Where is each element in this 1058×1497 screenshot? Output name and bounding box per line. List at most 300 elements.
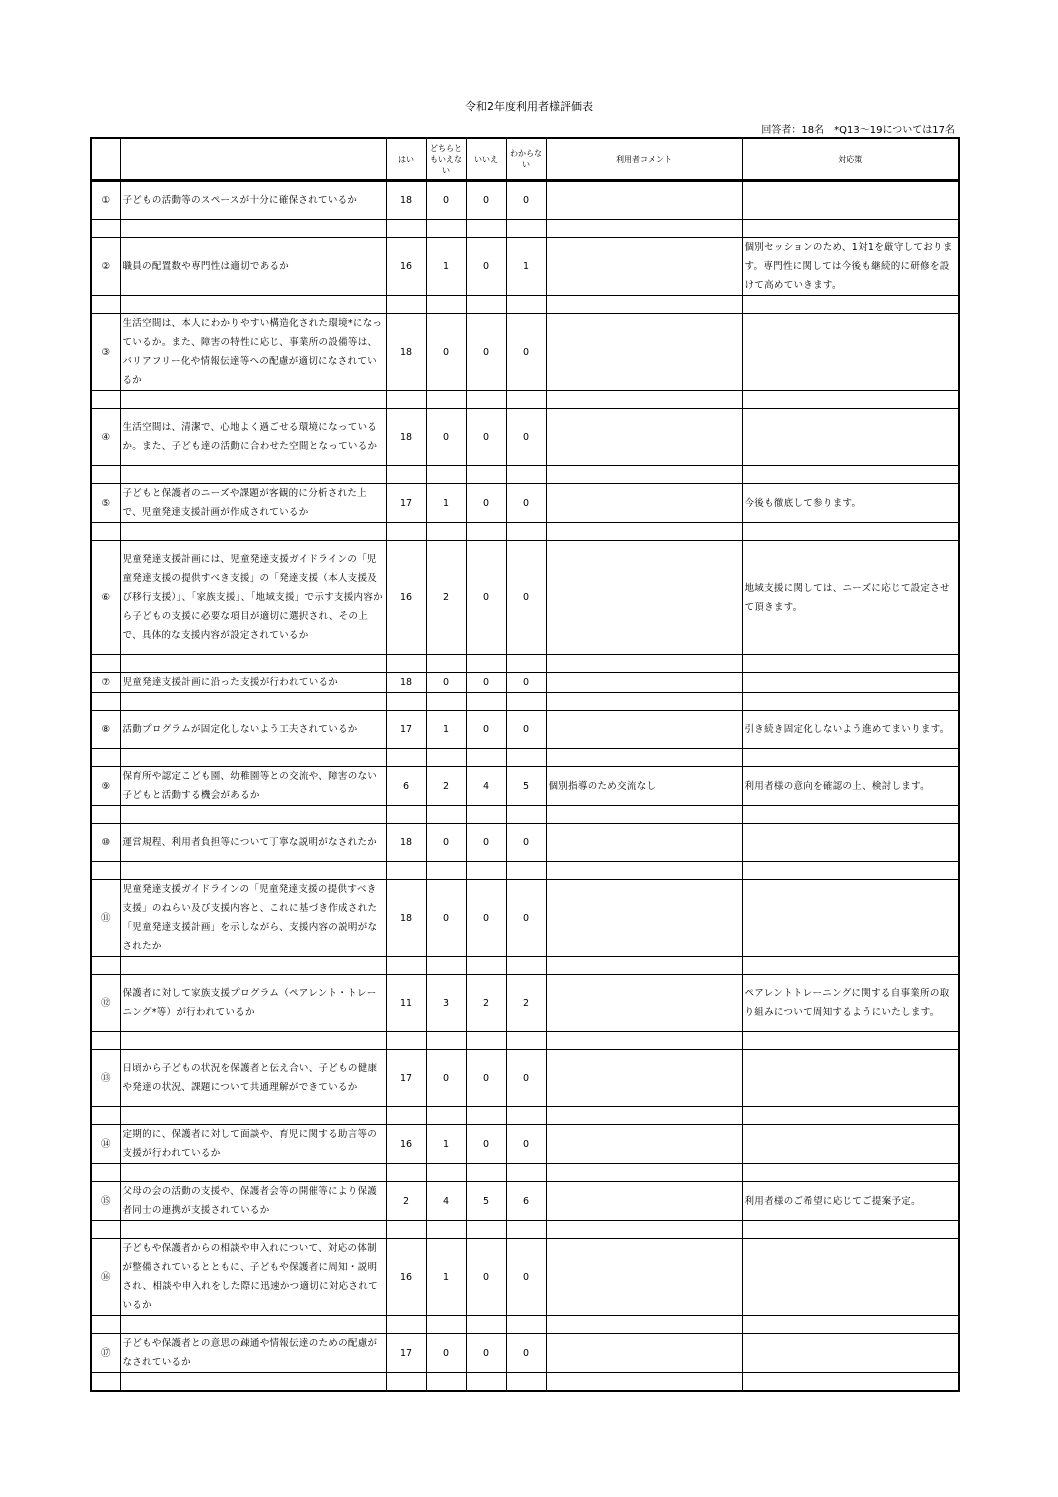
count-no: 0 <box>466 711 506 749</box>
spacer-cell <box>386 1221 426 1239</box>
spacer-cell <box>742 749 959 767</box>
spacer-cell <box>546 391 742 409</box>
spacer-cell <box>120 1164 386 1182</box>
count-yes: 16 <box>386 238 426 296</box>
spacer-cell <box>386 1032 426 1050</box>
count-neither: 1 <box>426 484 466 523</box>
count-neither: 0 <box>426 1050 466 1107</box>
count-yes: 16 <box>386 541 426 655</box>
user-comment <box>546 673 742 693</box>
spacer-cell <box>91 862 120 880</box>
question-text: 生活空間は、清潔で、心地よく過ごせる環境になっているか。また、子ども達の活動に合わせた空間となっているか <box>120 409 386 466</box>
spacer-row <box>91 1032 959 1050</box>
spacer-cell <box>742 1107 959 1125</box>
spacer-cell <box>546 296 742 314</box>
question-text: 活動プログラムが固定化しないよう工夫されているか <box>120 711 386 749</box>
spacer-cell <box>742 1221 959 1239</box>
response-measure <box>742 314 959 391</box>
spacer-cell <box>506 1373 546 1392</box>
table-row <box>91 711 959 749</box>
response-measure: 利用者様の意向を確認の上、検討します。 <box>742 767 959 806</box>
spacer-cell <box>426 220 466 238</box>
table-row <box>91 1182 959 1221</box>
spacer-row <box>91 1373 959 1392</box>
spacer-cell <box>120 1221 386 1239</box>
table-row <box>91 767 959 806</box>
spacer-cell <box>466 220 506 238</box>
spacer-cell <box>546 466 742 484</box>
response-measure: 地域支援に関しては、ニーズに応じて設定させて頂きます。 <box>742 541 959 655</box>
count-no: 0 <box>466 484 506 523</box>
spacer-cell <box>506 1032 546 1050</box>
spacer-cell <box>386 220 426 238</box>
spacer-row <box>91 296 959 314</box>
table-row <box>91 409 959 466</box>
response-measure <box>742 1334 959 1373</box>
spacer-cell <box>386 1316 426 1334</box>
spacer-cell <box>546 806 742 824</box>
count-neither: 1 <box>426 238 466 296</box>
table-row <box>91 1125 959 1164</box>
count-neither: 0 <box>426 409 466 466</box>
spacer-cell <box>546 1107 742 1125</box>
count-yes: 18 <box>386 824 426 862</box>
count-unknown: 0 <box>506 1239 546 1316</box>
user-comment <box>546 1334 742 1373</box>
row-number: ⑮ <box>91 1182 120 1221</box>
spacer-cell <box>506 655 546 673</box>
spacer-cell <box>386 466 426 484</box>
spacer-cell <box>120 655 386 673</box>
count-unknown: 0 <box>506 1125 546 1164</box>
header-row <box>91 138 959 181</box>
spacer-cell <box>426 957 466 975</box>
spacer-cell <box>91 220 120 238</box>
user-comment <box>546 181 742 220</box>
respondent-count: 回答者：18名 *Q13～19については17名 <box>761 125 955 136</box>
row-number: ⑦ <box>91 673 120 693</box>
spacer-cell <box>386 862 426 880</box>
spacer-cell <box>506 391 546 409</box>
spacer-cell <box>546 1032 742 1050</box>
question-text: 定期的に、保護者に対して面談や、育児に関する助言等の支援が行われているか <box>120 1125 386 1164</box>
spacer-cell <box>546 862 742 880</box>
question-text: 児童発達支援計画に沿った支援が行われているか <box>120 673 386 693</box>
table-row <box>91 880 959 957</box>
spacer-cell <box>742 806 959 824</box>
spacer-cell <box>91 957 120 975</box>
row-number: ⑫ <box>91 975 120 1032</box>
row-number: ⑤ <box>91 484 120 523</box>
spacer-cell <box>426 693 466 711</box>
spacer-cell <box>91 466 120 484</box>
question-text: 児童発達支援ガイドラインの「児童発達支援の提供すべき支援」のねらい及び支援内容と、これに基づき作成された「児童発達支援計画」を示しながら、支援内容の説明がなされたか <box>120 880 386 957</box>
count-no: 0 <box>466 541 506 655</box>
spacer-cell <box>386 749 426 767</box>
spacer-cell <box>466 749 506 767</box>
spacer-cell <box>386 957 426 975</box>
response-measure <box>742 824 959 862</box>
count-neither: 0 <box>426 880 466 957</box>
spacer-row <box>91 523 959 541</box>
count-neither: 0 <box>426 824 466 862</box>
spacer-cell <box>546 1373 742 1392</box>
document-title: 令和2年度利用者様評価表 <box>465 100 593 113</box>
spacer-cell <box>466 957 506 975</box>
row-number: ⑬ <box>91 1050 120 1107</box>
spacer-cell <box>91 391 120 409</box>
row-number: ⑭ <box>91 1125 120 1164</box>
spacer-cell <box>506 1221 546 1239</box>
count-unknown: 0 <box>506 484 546 523</box>
table-row <box>91 314 959 391</box>
spacer-cell <box>466 391 506 409</box>
spacer-cell <box>426 1221 466 1239</box>
spacer-cell <box>91 655 120 673</box>
header-response: 対応策 <box>742 138 959 181</box>
spacer-cell <box>546 655 742 673</box>
spacer-row <box>91 862 959 880</box>
spacer-cell <box>742 693 959 711</box>
count-yes: 17 <box>386 484 426 523</box>
spacer-cell <box>386 1373 426 1392</box>
user-comment <box>546 975 742 1032</box>
row-number: ③ <box>91 314 120 391</box>
user-comment <box>546 824 742 862</box>
spacer-cell <box>120 957 386 975</box>
count-neither: 0 <box>426 1334 466 1373</box>
spacer-cell <box>742 296 959 314</box>
count-no: 0 <box>466 1125 506 1164</box>
count-neither: 4 <box>426 1182 466 1221</box>
response-measure <box>742 880 959 957</box>
spacer-cell <box>426 466 466 484</box>
spacer-cell <box>91 806 120 824</box>
count-yes: 18 <box>386 673 426 693</box>
count-unknown: 0 <box>506 880 546 957</box>
question-text: 運営規程、利用者負担等について丁寧な説明がなされたか <box>120 824 386 862</box>
count-no: 0 <box>466 824 506 862</box>
spacer-cell <box>120 862 386 880</box>
spacer-cell <box>426 806 466 824</box>
spacer-cell <box>426 523 466 541</box>
spacer-cell <box>120 1316 386 1334</box>
count-no: 2 <box>466 975 506 1032</box>
spacer-cell <box>120 523 386 541</box>
count-yes: 17 <box>386 1334 426 1373</box>
count-neither: 2 <box>426 541 466 655</box>
count-unknown: 0 <box>506 1050 546 1107</box>
response-measure <box>742 409 959 466</box>
spacer-cell <box>742 655 959 673</box>
user-comment <box>546 314 742 391</box>
count-no: 0 <box>466 409 506 466</box>
spacer-cell <box>742 523 959 541</box>
table-row <box>91 484 959 523</box>
spacer-cell <box>506 957 546 975</box>
header-unknown: わからない <box>506 138 546 181</box>
spacer-cell <box>91 1316 120 1334</box>
response-measure: 引き続き固定化しないよう進めてまいります。 <box>742 711 959 749</box>
count-no: 0 <box>466 880 506 957</box>
row-number: ⑰ <box>91 1334 120 1373</box>
spacer-cell <box>742 1164 959 1182</box>
spacer-cell <box>506 523 546 541</box>
spacer-cell <box>466 655 506 673</box>
count-neither: 2 <box>426 767 466 806</box>
spacer-cell <box>120 806 386 824</box>
count-unknown: 0 <box>506 314 546 391</box>
spacer-row <box>91 957 959 975</box>
response-measure: ペアレントトレーニングに関する自事業所の取り組みについて周知するようにいたします。 <box>742 975 959 1032</box>
count-unknown: 0 <box>506 673 546 693</box>
count-no: 0 <box>466 1239 506 1316</box>
count-unknown: 0 <box>506 181 546 220</box>
spacer-cell <box>91 749 120 767</box>
spacer-cell <box>466 693 506 711</box>
count-no: 5 <box>466 1182 506 1221</box>
count-neither: 3 <box>426 975 466 1032</box>
question-text: 子どもと保護者のニーズや課題が客観的に分析された上で、児童発達支援計画が作成されているか <box>120 484 386 523</box>
spacer-cell <box>742 957 959 975</box>
count-yes: 16 <box>386 1125 426 1164</box>
spacer-cell <box>506 220 546 238</box>
question-text: 児童発達支援計画には、児童発達支援ガイドラインの「児童発達支援の提供すべき支援」の「発達支援（本人支援及び移行支援）」、「家族支援」、「地域支援」で示す支援内容から子どもの支援に必要な項目が適切に選択され、その上で、具体的な支援内容が設定されているか <box>120 541 386 655</box>
spacer-cell <box>120 1032 386 1050</box>
spacer-cell <box>742 1373 959 1392</box>
spacer-cell <box>466 1373 506 1392</box>
spacer-cell <box>91 1107 120 1125</box>
spacer-cell <box>546 1221 742 1239</box>
row-number: ⑩ <box>91 824 120 862</box>
count-yes: 18 <box>386 880 426 957</box>
spacer-cell <box>506 806 546 824</box>
row-number: ⑧ <box>91 711 120 749</box>
response-measure: 今後も徹底して参ります。 <box>742 484 959 523</box>
table-row <box>91 541 959 655</box>
count-unknown: 0 <box>506 711 546 749</box>
spacer-cell <box>426 862 466 880</box>
header-neither: どちらともいえない <box>426 138 466 181</box>
spacer-cell <box>426 749 466 767</box>
row-number: ① <box>91 181 120 220</box>
spacer-cell <box>546 1164 742 1182</box>
spacer-cell <box>546 523 742 541</box>
user-comment <box>546 1050 742 1107</box>
count-unknown: 1 <box>506 238 546 296</box>
spacer-cell <box>466 1164 506 1182</box>
row-number: ④ <box>91 409 120 466</box>
spacer-row <box>91 391 959 409</box>
count-yes: 16 <box>386 1239 426 1316</box>
count-neither: 0 <box>426 181 466 220</box>
table-row <box>91 824 959 862</box>
question-text: 子どもの活動等のスペースが十分に確保されているか <box>120 181 386 220</box>
spacer-cell <box>466 1107 506 1125</box>
spacer-row <box>91 466 959 484</box>
spacer-cell <box>506 862 546 880</box>
spacer-cell <box>120 1373 386 1392</box>
response-measure <box>742 1125 959 1164</box>
count-no: 4 <box>466 767 506 806</box>
spacer-cell <box>91 1373 120 1392</box>
table-row <box>91 975 959 1032</box>
count-unknown: 0 <box>506 1334 546 1373</box>
table-row <box>91 673 959 693</box>
count-unknown: 2 <box>506 975 546 1032</box>
question-text: 職員の配置数や専門性は適切であるか <box>120 238 386 296</box>
spacer-cell <box>546 220 742 238</box>
spacer-cell <box>506 1164 546 1182</box>
spacer-cell <box>386 693 426 711</box>
row-number: ⑥ <box>91 541 120 655</box>
count-yes: 11 <box>386 975 426 1032</box>
spacer-cell <box>742 391 959 409</box>
question-text: 子どもや保護者からの相談や申入れについて、対応の体制が整備されているとともに、子どもや保護者に周知・説明され、相談や申入れをした際に迅速かつ適切に対応されているか <box>120 1239 386 1316</box>
spacer-cell <box>742 466 959 484</box>
user-comment <box>546 880 742 957</box>
spacer-cell <box>426 1107 466 1125</box>
spacer-cell <box>426 655 466 673</box>
spacer-cell <box>386 391 426 409</box>
spacer-cell <box>546 749 742 767</box>
table-row <box>91 1050 959 1107</box>
response-measure <box>742 181 959 220</box>
count-no: 0 <box>466 1050 506 1107</box>
count-neither: 1 <box>426 1239 466 1316</box>
spacer-cell <box>466 523 506 541</box>
header-yes: はい <box>386 138 426 181</box>
count-no: 0 <box>466 1334 506 1373</box>
spacer-row <box>91 655 959 673</box>
user-comment <box>546 1125 742 1164</box>
count-no: 0 <box>466 181 506 220</box>
spacer-cell <box>120 1107 386 1125</box>
count-neither: 0 <box>426 673 466 693</box>
spacer-cell <box>466 1032 506 1050</box>
spacer-cell <box>506 749 546 767</box>
question-text: 保護者に対して家族支援プログラム（ペアレント・トレーニング*等）が行われているか <box>120 975 386 1032</box>
count-no: 0 <box>466 673 506 693</box>
spacer-row <box>91 749 959 767</box>
spacer-cell <box>386 655 426 673</box>
question-text: 父母の会の活動の支援や、保護者会等の開催等により保護者同士の連携が支援されているか <box>120 1182 386 1221</box>
spacer-cell <box>466 1316 506 1334</box>
spacer-cell <box>466 466 506 484</box>
spacer-cell <box>120 391 386 409</box>
count-yes: 17 <box>386 1050 426 1107</box>
spacer-cell <box>506 466 546 484</box>
spacer-cell <box>91 1164 120 1182</box>
spacer-cell <box>466 296 506 314</box>
user-comment <box>546 1239 742 1316</box>
spacer-cell <box>426 1373 466 1392</box>
count-no: 0 <box>466 314 506 391</box>
spacer-cell <box>91 693 120 711</box>
spacer-row <box>91 1316 959 1334</box>
count-yes: 18 <box>386 314 426 391</box>
spacer-cell <box>506 1107 546 1125</box>
spacer-cell <box>426 1032 466 1050</box>
spacer-cell <box>120 466 386 484</box>
spacer-cell <box>91 296 120 314</box>
header-question <box>120 138 386 181</box>
count-neither: 0 <box>426 314 466 391</box>
question-text: 日頃から子どもの状況を保護者と伝え合い、子どもの健康や発達の状況、課題について共通理解ができているか <box>120 1050 386 1107</box>
spacer-row <box>91 806 959 824</box>
spacer-cell <box>386 1164 426 1182</box>
user-comment <box>546 1182 742 1221</box>
spacer-cell <box>91 1221 120 1239</box>
count-unknown: 5 <box>506 767 546 806</box>
row-number: ⑪ <box>91 880 120 957</box>
response-measure: 個別セッションのため、1対1を厳守しております。専門性に関しては今後も継続的に研修を設けて高めていきます。 <box>742 238 959 296</box>
spacer-row <box>91 693 959 711</box>
spacer-cell <box>466 1221 506 1239</box>
count-yes: 17 <box>386 711 426 749</box>
response-measure: 利用者様のご希望に応じてご提案予定。 <box>742 1182 959 1221</box>
spacer-cell <box>120 296 386 314</box>
table-row <box>91 181 959 220</box>
spacer-cell <box>120 749 386 767</box>
spacer-cell <box>91 1032 120 1050</box>
spacer-cell <box>426 1316 466 1334</box>
count-unknown: 0 <box>506 824 546 862</box>
count-unknown: 0 <box>506 409 546 466</box>
response-measure <box>742 673 959 693</box>
spacer-cell <box>466 806 506 824</box>
count-yes: 18 <box>386 181 426 220</box>
evaluation-table <box>90 137 960 1392</box>
spacer-cell <box>120 220 386 238</box>
count-unknown: 6 <box>506 1182 546 1221</box>
question-text: 子どもや保護者との意思の疎通や情報伝達のための配慮がなされているか <box>120 1334 386 1373</box>
spacer-cell <box>91 523 120 541</box>
spacer-cell <box>386 296 426 314</box>
user-comment <box>546 238 742 296</box>
count-yes: 6 <box>386 767 426 806</box>
count-no: 0 <box>466 238 506 296</box>
count-yes: 18 <box>386 409 426 466</box>
header-number <box>91 138 120 181</box>
spacer-cell <box>466 862 506 880</box>
response-measure <box>742 1239 959 1316</box>
spacer-cell <box>546 1316 742 1334</box>
spacer-cell <box>386 523 426 541</box>
spacer-row <box>91 1164 959 1182</box>
spacer-cell <box>386 1107 426 1125</box>
table-row <box>91 1334 959 1373</box>
spacer-cell <box>506 296 546 314</box>
question-text: 生活空間は、本人にわかりやすい構造化された環境*になっているか。また、障害の特性に応じ、事業所の設備等は、バリアフリー化や情報伝達等への配慮が適切になされているか <box>120 314 386 391</box>
spacer-cell <box>742 862 959 880</box>
header-comment: 利用者コメント <box>546 138 742 181</box>
spacer-cell <box>120 693 386 711</box>
response-measure <box>742 1050 959 1107</box>
spacer-cell <box>426 391 466 409</box>
user-comment <box>546 409 742 466</box>
count-neither: 1 <box>426 711 466 749</box>
spacer-row <box>91 1107 959 1125</box>
spacer-cell <box>546 957 742 975</box>
count-yes: 2 <box>386 1182 426 1221</box>
count-neither: 1 <box>426 1125 466 1164</box>
user-comment <box>546 484 742 523</box>
user-comment <box>546 711 742 749</box>
spacer-row <box>91 1221 959 1239</box>
spacer-cell <box>386 806 426 824</box>
table-row <box>91 238 959 296</box>
